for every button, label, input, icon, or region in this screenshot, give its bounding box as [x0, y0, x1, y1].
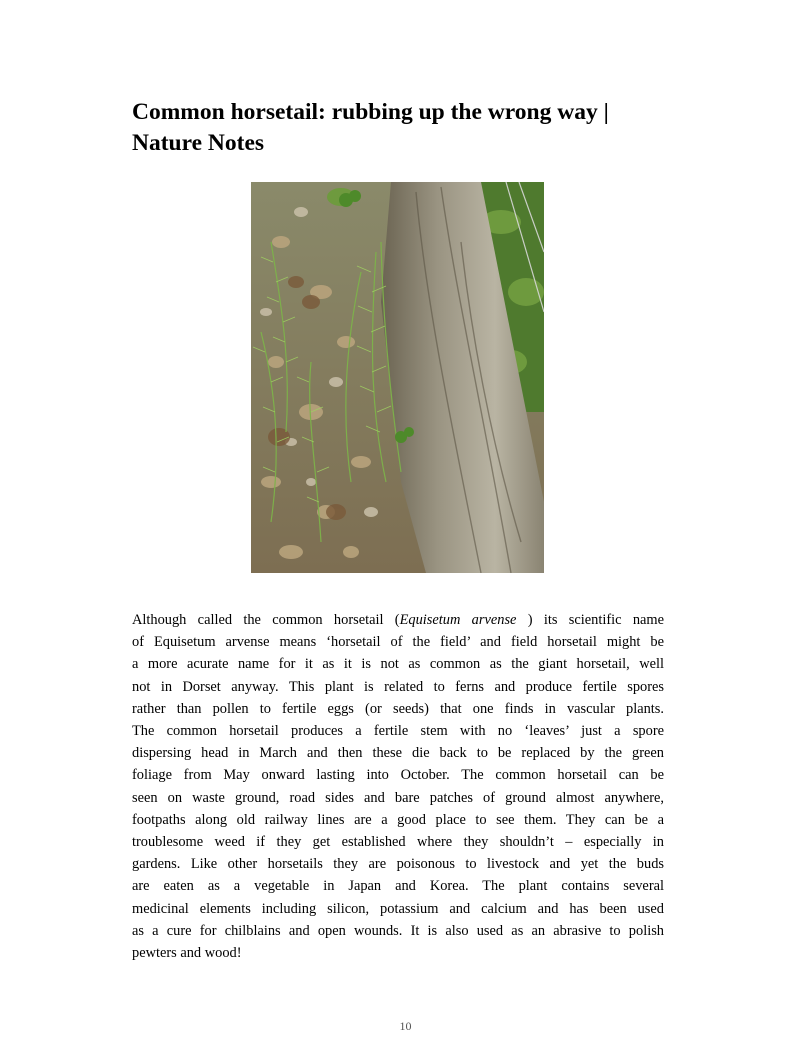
horsetail-photo-illustration: [251, 182, 544, 573]
body-line: a more acurate name for it as it is not as common as the giant horsetail, well: [132, 656, 664, 673]
body-line: foliage from May onward lasting into October. The common horsetail can be: [132, 767, 664, 784]
page-number: 10: [399, 1019, 412, 1033]
title-line: Common horsetail: rubbing up the wrong way |: [132, 99, 609, 125]
body-line: The common horsetail produces a fertile stem with no ‘leaves’ just a spore: [132, 723, 664, 740]
body-line: Although called the common horsetail (Equisetum arvense ) its scientific name: [132, 612, 665, 628]
body-line: as a cure for chilblains and open wounds. It is also used as an abrasive to polish: [132, 922, 664, 939]
body-line: dispersing head in March and then these die back to be replaced by the green: [132, 745, 664, 762]
body-line: are eaten as a vegetable in Japan and Korea. The plant contains several: [132, 878, 664, 895]
body-line: gardens. Like other horsetails they are poisonous to livestock and yet the buds: [132, 856, 664, 873]
scientific-name: Equisetum arvense: [399, 612, 517, 628]
body-line: not in Dorset anyway. This plant is related to ferns and produce fertile spores: [132, 678, 664, 695]
body-line: pewters and wood!: [132, 945, 242, 962]
body-line: seen on waste ground, road sides and bare patches of ground almost anywhere,: [132, 789, 664, 806]
body-line: footpaths along old railway lines are a good place to see them. They can be a: [132, 811, 664, 828]
title-line: Nature Notes: [132, 130, 265, 156]
article-body: [132, 609, 664, 964]
body-line: rather than pollen to fertile eggs (or seeds) that one finds in vascular plants.: [132, 700, 664, 717]
body-line: of Equisetum arvense means ‘horsetail of the field’ and field horsetail might be: [132, 634, 664, 651]
horsetail-photo: [251, 182, 544, 573]
body-line: troublesome weed if they get established where they shouldn’t – especially in: [132, 834, 664, 851]
body-line: medicinal elements including silicon, potassium and calcium and has been used: [132, 900, 664, 917]
article-title: [132, 97, 672, 159]
